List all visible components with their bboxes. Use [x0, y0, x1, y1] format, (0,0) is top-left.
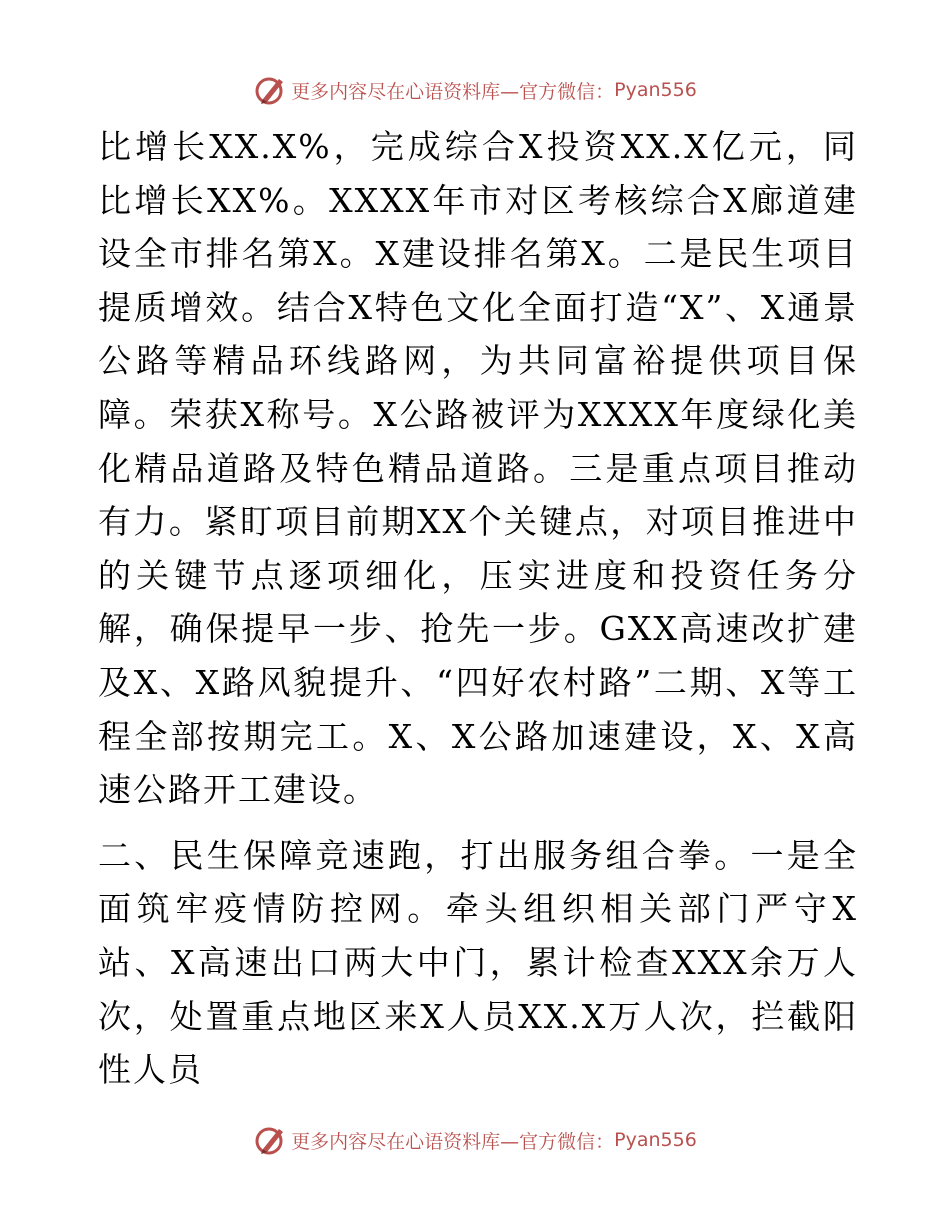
header-banner	[0, 70, 950, 110]
header-wechat-id: Pyan556	[614, 79, 697, 101]
footer-banner-text: 更多内容尽在心语资料库—官方微信：	[291, 1130, 615, 1153]
header-banner-text: 更多内容尽在心语资料库—官方微信：	[291, 80, 615, 103]
pen-logo-icon	[253, 73, 287, 107]
footer-wechat-id: Pyan556	[614, 1129, 697, 1151]
body-paragraph: 二、民生保障竞速跑，打出服务组合拳。一是全面筑牢疫情防控网。牵头组织相关部门严守X站、X高速出口两大中门，累计检查XXX余万人次，处置重点地区来X人员XX.X万人次，拦截阳性人员	[98, 835, 858, 1090]
body-paragraph: 比增长XX.X%，完成综合X投资XX.X亿元，同比增长XX%。XXXX年市对区考核综合X廊道建设全市排名第X。X建设排名第X。二是民生项目提质增效。结合X特色文化全面打造“X”、X通景公路等精品环线路网，为共同富裕提供项目保障。荣获X称号。X公路被评为XXXX年度绿化美化精品道路及特色精品道路。三是重点项目推动有力。紧盯项目前期XX个关键点，对项目推进中的关键节点逐项细化，压实进度和投资任务分解，确保提早一步、抢先一步。GXX高速改扩建及X、X路风貌提升、“四好农村路”二期、X等工程全部按期完工。X、X公路加速建设，X、X高速公路开工建设。	[98, 127, 858, 810]
document-body	[98, 120, 858, 1097]
pen-logo-icon	[253, 1123, 287, 1157]
footer-banner	[0, 1120, 950, 1160]
